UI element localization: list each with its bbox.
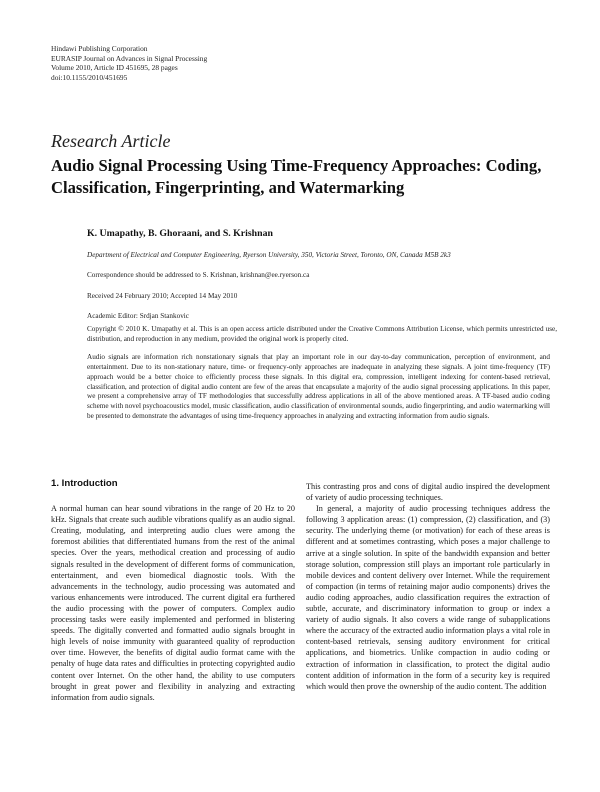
section-heading: 1. Introduction [51, 478, 118, 489]
journal-header [51, 44, 207, 82]
abstract: Audio signals are information rich nonstationary signals that play an important role in our day-to-day communication, perception of environment, and entertainment. Due to its non-stationary nature, time- or frequency-only approaches are inadequate in analyzing these signals. A joint time-frequency (TF) approach would be a better choice to efficiently process these signals. In this digital era, compression, intelligent indexing for content-based retrieval, classification, and protection of digital audio content are few of the areas that encapsulate a majority of the audio signal processing applications. In this paper, we present a comprehensive array of TF methodologies that successfully address applications in all of the above mentioned areas. A TF-based audio coding scheme with novel psychoacoustics model, music classification, audio classification of environmental sounds, audio fingerprinting, and audio watermarking will be presented to demonstrate the advantages of using time-frequency approaches in analyzing and extracting information from audio signals. [87, 353, 550, 421]
body-paragraph: In general, a majority of audio processing techniques address the following 3 application areas: (1) compression, (2) classification, and (3) security. The underlying theme (or motivation) for each of these areas is different and at sometimes contrasting, which poses a major challenge to arrive at a single solution. In spite of the bandwidth expansion and better storage solution, compression still plays an important role particularly in mobile devices and content delivery over Internet. While the requirement of compaction (in terms of retaining major audio components) drives the audio coding approaches, audio classification requires the extraction of subtle, accurate, and discriminatory information to group or index a variety of audio signals. It also covers a wide range of subapplications where the accuracy of the extracted audio information plays a vital role in content-based retrievals, sensing auditory environment for critical applications, and biometrics. Unlike compaction in audio coding or extraction of information in classification, to protect the digital audio content addition of information in the form of a security key is required which would then prove the ownership of the audio content. The addition [306, 504, 550, 691]
article-type: Research Article [51, 131, 171, 151]
correspondence: Correspondence should be addressed to S. Krishnan, krishnan@ee.ryerson.ca [87, 271, 310, 279]
body-paragraph: A normal human can hear sound vibrations in the range of 20 Hz to 20 kHz. Signals that create such audible vibrations qualify as an audio signal. Creating, modulating, and interpreting audio clues were among the foremost abilities that differentiated humans from the rest of the animal species. Over the years, methodical creation and processing of audio signals resulted in the development of different forms of communication, entertainment, and even biomedical diagnostic tools. With the advancements in the technology, audio processing was automated and various enhancements were introduced. The current digital era furthered the audio processing with the power of computers. Complex audio processing tasks were easily implemented and performed in blistering speeds. The digitally converted and formatted audio signals brought in high levels of noise immunity with guaranteed quality of reproduction over time. However, the benefits of digital audio format came with the penalty of huge data rates and difficulties in protecting copyrighted audio content over Internet. On the other hand, the ability to use computers brought in great power and flexibility in analyzing and extracting information from audio signals. [51, 504, 295, 702]
journal-doi: doi:10.1155/2010/451695 [51, 72, 128, 82]
received-dates: Received 24 February 2010; Accepted 14 May 2010 [87, 292, 238, 300]
copyright-notice: Copyright © 2010 K. Umapathy et al. This is an open access article distributed under the Creative Commons Attribution License, which permits unrestricted use, distribution, and reproduction in any medium, provided the original work is properly cited. [87, 325, 557, 343]
journal-volume: Volume 2010, Article ID 451695, 28 pages [51, 63, 178, 73]
journal-name: EURASIP Journal on Advances in Signal Processing [51, 53, 208, 63]
author-list: K. Umapathy, B. Ghoraani, and S. Krishnan [87, 228, 273, 239]
right-column [306, 481, 550, 692]
academic-editor: Academic Editor: Srdjan Stankovic [87, 312, 189, 320]
publisher-name: Hindawi Publishing Corporation [51, 44, 148, 53]
paper-title: Audio Signal Processing Using Time-Frequency Approaches: Coding, Classification, Fingerprinting, and Watermarking [51, 156, 542, 197]
body-paragraph: This contrasting pros and cons of digital audio inspired the development of variety of audio processing techniques. [306, 482, 550, 503]
left-column [51, 478, 295, 703]
affiliation: Department of Electrical and Computer Engineering, Ryerson University, 350, Victoria Street, Toronto, ON, Canada M5B 2k3 [87, 251, 451, 259]
